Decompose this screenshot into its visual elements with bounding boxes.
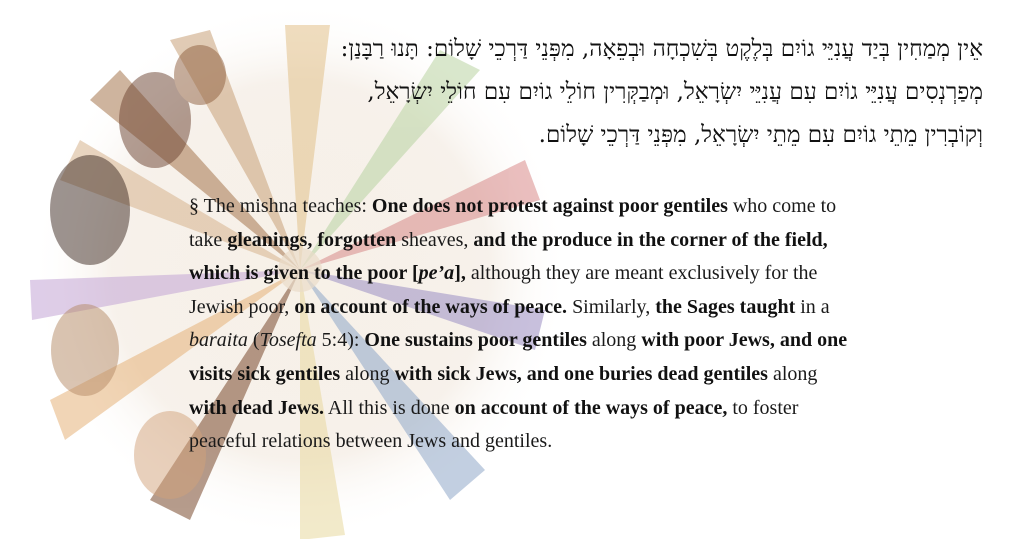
text-span: along — [767, 362, 818, 385]
text-span: All this is done — [324, 396, 455, 419]
translation-line — [189, 358, 989, 392]
translation-line — [189, 190, 989, 224]
bold-span: the Sages taught — [655, 295, 796, 318]
text-span: along — [340, 362, 395, 385]
bold-span: One sustains poor gentiles — [364, 329, 587, 352]
bold-span: and the produce in the corner of the field, — [473, 228, 828, 251]
text-span: Jewish poor, — [189, 295, 295, 318]
translation-line — [189, 392, 989, 426]
bold-italic-span: pe’a — [418, 262, 455, 285]
text-span: § The mishna teaches: — [189, 195, 372, 217]
text-span: who come to — [727, 195, 837, 217]
bold-span: with poor Jews, and one — [641, 329, 848, 352]
bold-span: with dead Jews. — [189, 396, 325, 419]
text-span: ( — [247, 329, 260, 352]
bold-span: which is given to the poor [ — [189, 262, 419, 285]
bold-span: gleanings, forgotten — [227, 228, 397, 251]
hebrew-line: מְפַרְנְסִים עֲנִיֵּי גוֹיִם עִם עֲנִיֵּי יִשְׂרָאֵל, וּמְבַקְּרִין חוֹלֵי גוֹיִם עִם חוֹלֵי יִשְׂרָאֵל, — [367, 79, 983, 105]
bold-span: on account of the ways of peace, — [454, 396, 728, 419]
bold-span: ], — [454, 262, 466, 285]
hebrew-text-block — [83, 28, 983, 157]
text-span: although they are meant exclusively for the — [465, 262, 818, 285]
italic-span: baraita — [189, 329, 248, 352]
hebrew-line: וְקוֹבְרִין מֵתֵי גוֹיִם עִם מֵתֵי יִשְׂרָאֵל, מִפְּנֵי דַּרְכֵי שָׁלוֹם. — [538, 122, 983, 148]
translation-line — [189, 291, 989, 325]
text-span: to foster — [727, 396, 799, 419]
text-span: Similarly, — [567, 295, 656, 318]
text-span: along — [586, 329, 642, 352]
italic-span: Tosefta — [259, 329, 317, 352]
text-span: sheaves, — [396, 228, 474, 251]
translation-line — [189, 257, 989, 291]
translation-line — [189, 425, 989, 459]
translation-line — [189, 324, 989, 358]
text-span: in a — [795, 295, 830, 318]
bold-span: One does not protest against poor gentiles — [371, 195, 728, 217]
bold-span: visits sick gentiles — [189, 362, 341, 385]
text-span: peaceful relations between Jews and gentiles. — [189, 430, 553, 453]
text-span: take — [189, 228, 228, 251]
translation-line — [189, 224, 989, 258]
bold-span: on account of the ways of peace. — [294, 295, 568, 318]
bold-span: with sick Jews, and one buries dead gentiles — [394, 362, 768, 385]
english-translation-block — [189, 190, 989, 459]
text-span: 5:4): — [316, 329, 365, 352]
hebrew-line: אֵין מְמַחִין בְּיַד עֲנִיֵּי גוֹיִם בְּלֶקֶט בְּשִׁכְחָה וּבְפֵאָה, מִפְּנֵי דַּרְכֵי שָׁלוֹם: תָּנוּ רַבָּנַן: — [340, 36, 983, 62]
